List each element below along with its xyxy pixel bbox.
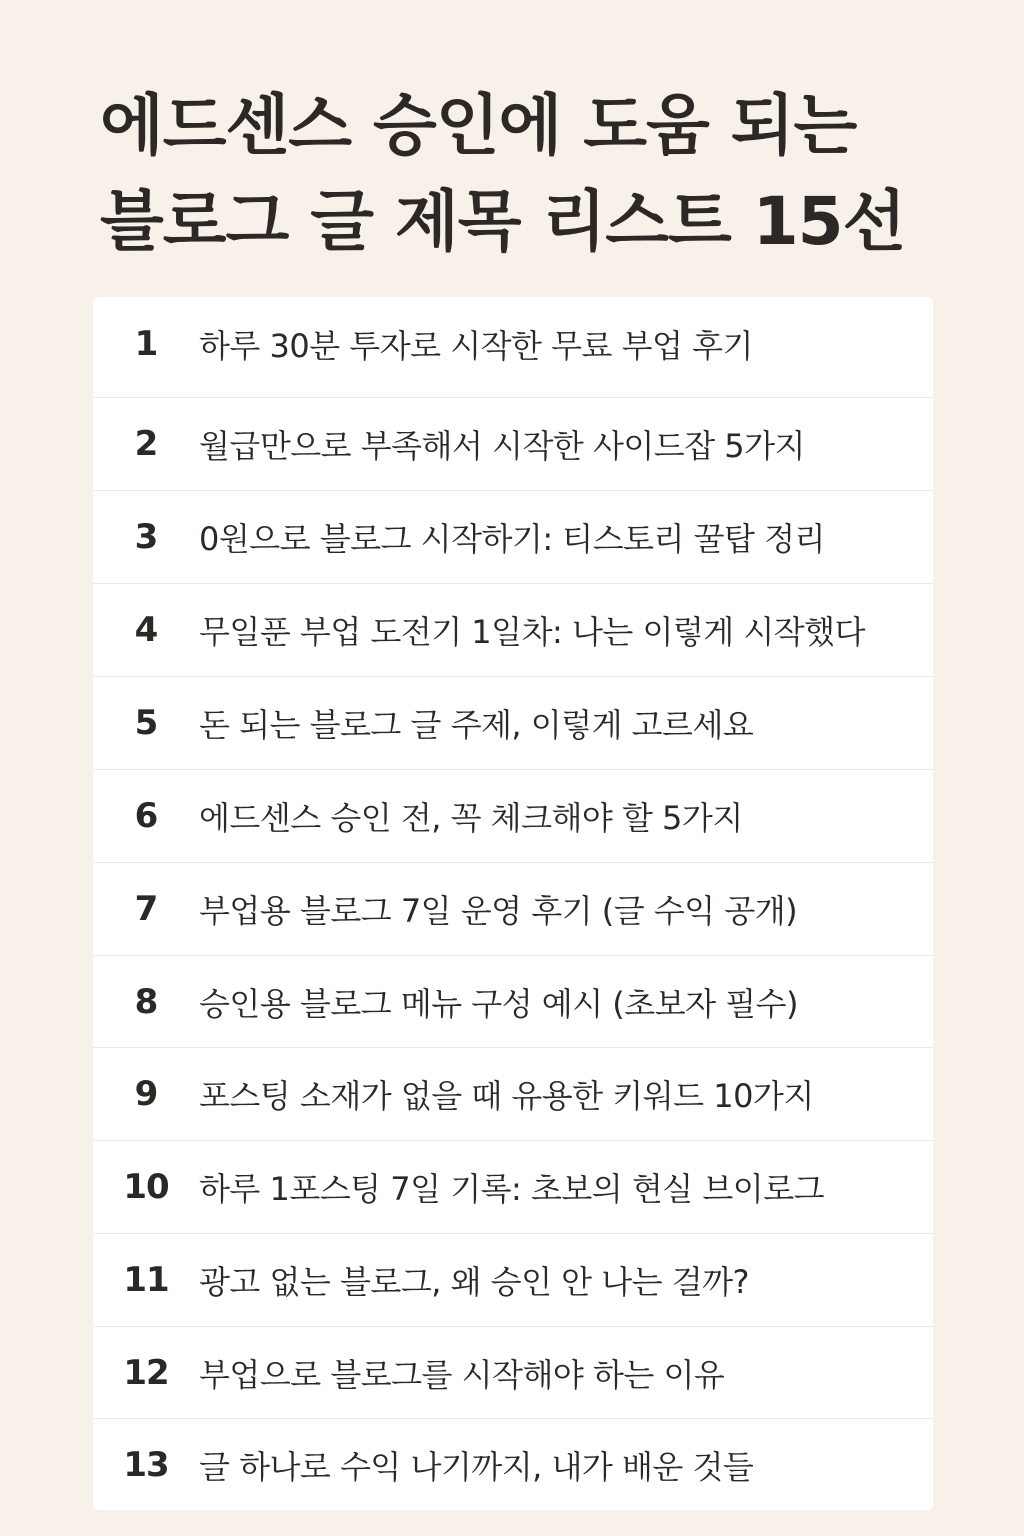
title-list-card [93,297,933,1510]
list-item-number: 10 [123,1167,169,1207]
list-item [93,676,933,769]
list-item-text: 하루 30분 투자로 시작한 무료 부업 후기 [199,326,753,365]
list-item-text: 하루 1포스팅 7일 기록: 초보의 현실 브이로그 [199,1170,825,1208]
list-item-number: 8 [134,982,158,1022]
list-item-text: 0원으로 블로그 시작하기: 티스토리 꿀탑 정리 [199,520,825,558]
list-item [93,397,933,490]
list-item [93,490,933,583]
list-item [93,1140,933,1233]
list-item [93,297,933,390]
list-item-text: 부업용 블로그 7일 운영 후기 (글 수익 공개) [199,892,798,930]
list-item-text: 에드센스 승인 전, 꼭 체크해야 할 5가지 [199,799,743,837]
list-item-number: 1 [134,323,158,364]
list-item-number: 13 [123,1445,169,1485]
page-title-line-1: 에드센스 승인에 도움 되는 [100,87,857,164]
list-item [93,1233,933,1326]
list-item [93,1326,933,1419]
list-item [93,769,933,862]
page-title-line-2: 블로그 글 제목 리스트 15선 [100,183,906,260]
list-item-text: 부업으로 블로그를 시작해야 하는 이유 [199,1356,725,1394]
page-title [100,78,980,270]
list-item-number: 5 [134,703,158,743]
list-item-number: 12 [123,1353,169,1393]
list-item-number: 6 [134,796,158,836]
list-item-number: 3 [134,517,158,557]
list-item [93,1418,933,1510]
list-item-text: 글 하나로 수익 나기까지, 내가 배운 것들 [199,1448,754,1486]
list-item [93,583,933,676]
list-item [93,862,933,955]
list-item-text: 포스팅 소재가 없을 때 유용한 키워드 10가지 [199,1077,814,1115]
list-item-text: 돈 되는 블로그 글 주제, 이렇게 고르세요 [199,706,754,744]
list-item-number: 11 [123,1260,169,1300]
list-item [93,1047,933,1140]
list-item-number: 2 [134,424,158,464]
list-item-number: 4 [134,610,158,650]
list-item-number: 9 [134,1074,158,1114]
list-item-text: 승인용 블로그 메뉴 구성 예시 (초보자 필수) [199,985,799,1023]
list-item-text: 광고 없는 블로그, 왜 승인 안 나는 걸까? [199,1263,750,1301]
list-item-number: 7 [134,889,158,929]
list-item [93,955,933,1048]
list-item-text: 무일푼 부업 도전기 1일차: 나는 이렇게 시작했다 [199,613,866,651]
list-item-text: 월급만으로 부족해서 시작한 사이드잡 5가지 [199,427,805,465]
